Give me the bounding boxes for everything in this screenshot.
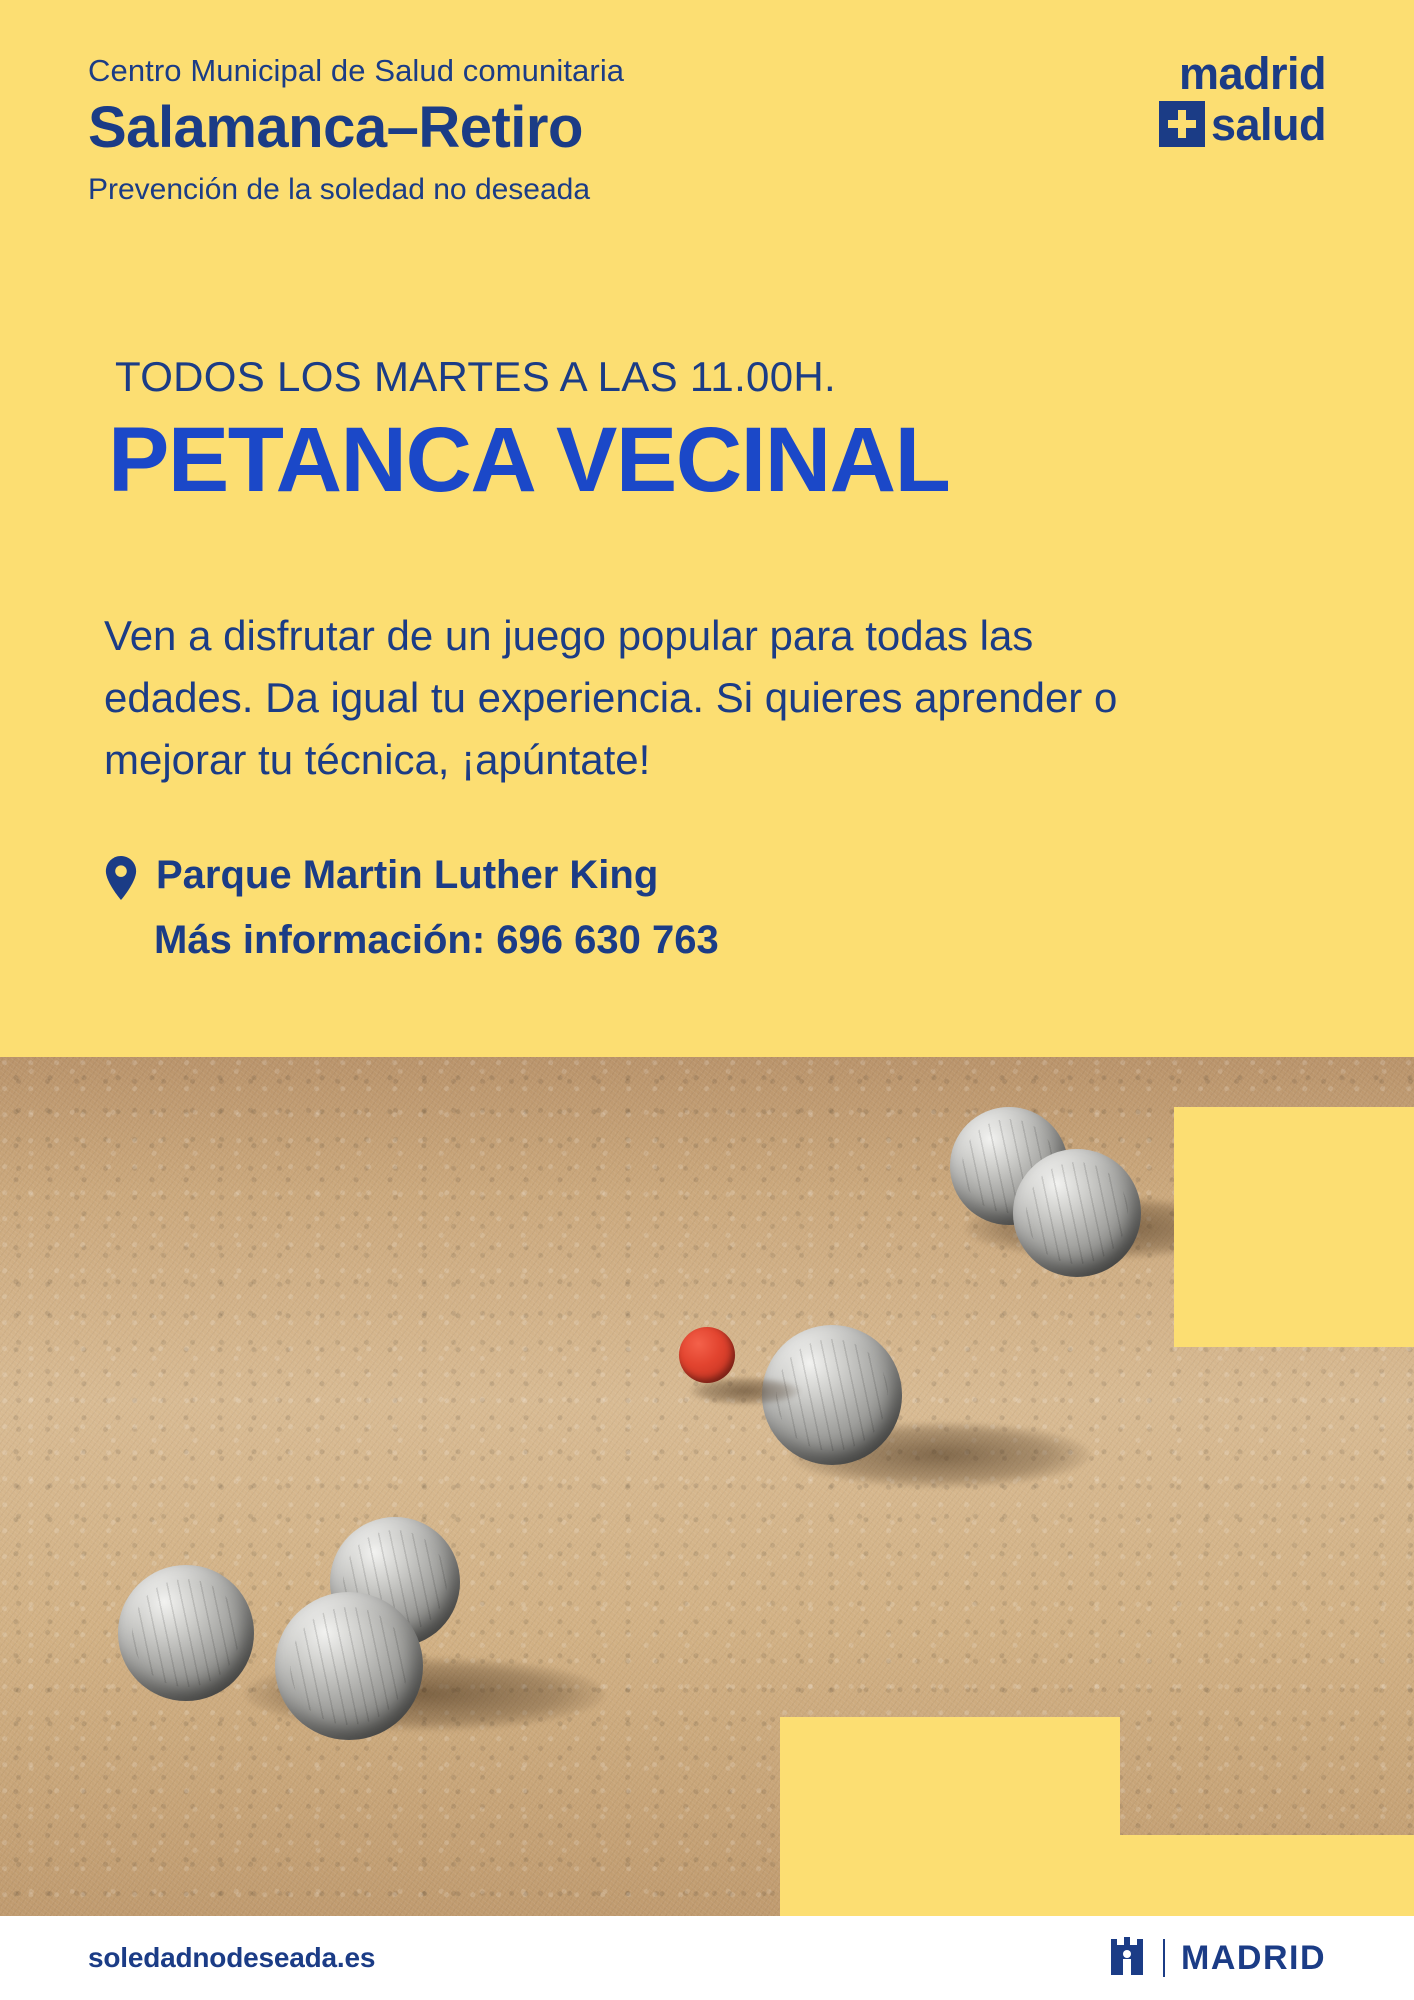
boule-ball [1013, 1149, 1141, 1277]
madrid-salud-logo [1066, 48, 1326, 150]
logo-bottom-row [1066, 98, 1326, 150]
program-subtitle: Prevención de la soledad no deseada [88, 172, 591, 206]
location-row [104, 850, 1204, 905]
logo-madrid-word: madrid [1178, 48, 1326, 99]
boule-ball [275, 1592, 423, 1740]
district-name: Salamanca–Retiro [88, 94, 583, 160]
cross-icon [1159, 101, 1205, 147]
website-url[interactable]: soledadnodeseada.es [88, 1942, 376, 1973]
yellow-block-bottom [780, 1717, 1120, 1917]
divider [1163, 1939, 1165, 1977]
schedule-text: TODOS LOS MARTES A LAS 11.00H. [115, 353, 836, 400]
city-name: MADRID [1181, 1938, 1326, 1977]
poster-footer [0, 1916, 1414, 2000]
poster-header [0, 0, 1414, 290]
petanque-photo [0, 1057, 1414, 1917]
location-block [104, 850, 1204, 965]
city-branding [1107, 1933, 1326, 1984]
location-name: Parque Martin Luther King [156, 853, 659, 897]
yellow-block-corner [1120, 1835, 1414, 1917]
jack-ball [679, 1327, 735, 1383]
logo-salud-word: salud [1210, 98, 1326, 150]
page-title: PETANCA VECINAL [108, 409, 950, 511]
center-name: Centro Municipal de Salud comunitaria [88, 53, 625, 88]
header-text-block [88, 52, 624, 209]
yellow-block-right [1174, 1107, 1414, 1347]
boule-ball [118, 1565, 254, 1701]
description-text: Ven a disfrutar de un juego popular para todas las edades. Da igual tu experiencia. Si quieres aprender o mejorar tu técnica, ¡apúntate! [104, 612, 1118, 784]
location-pin-icon [104, 856, 138, 905]
madrid-coat-of-arms-icon [1107, 1933, 1147, 1984]
contact-info: Más información: 696 630 763 [154, 918, 719, 962]
